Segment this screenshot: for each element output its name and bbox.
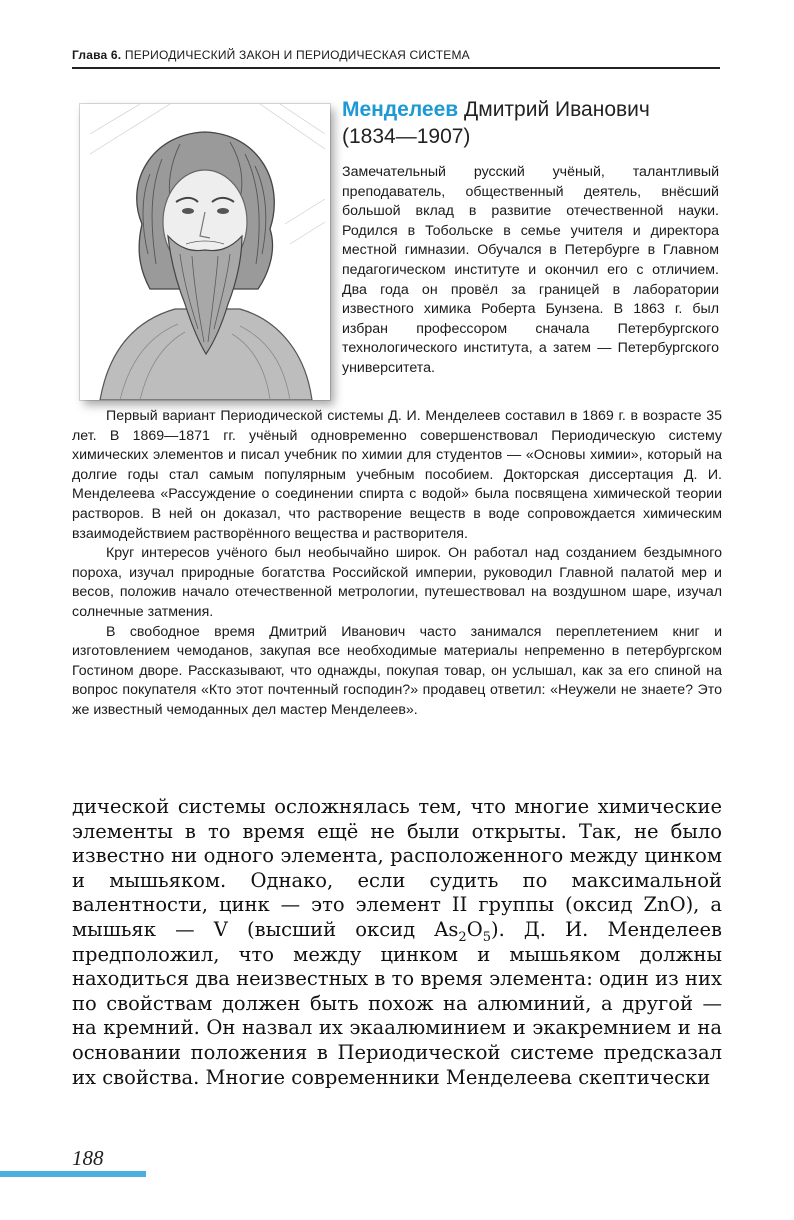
subscript-2: 2	[458, 929, 467, 945]
portrait-engraving	[80, 104, 330, 400]
main-text-part2: ). Д. И. Менделеев предположил, что между цинком и мышьяком должны находиться два неизвестных в то время элемента: один из них по свойствам должен быть похож на алюминий, а другой — на кремний. Он назвал их экаалюминием и экакремнием и на основании положения в Периодической системе предсказал их свойства. Многие современники Менделеева скептически	[72, 917, 723, 1089]
bio-intro: Замечательный русский учёный, талантливый преподаватель, общественный деятель, внёсший большой вклад в развитие отечественной науки. Родился в Тобольске в семье учителя и директора местной гимназии. Обучался в Петербурге в Главном педагогическом институте и окончил его с отличием. Два года он провёл за границей в лаборатории известного химика Роберта Бунзена. В 1863 г. был избран профессором сначала Петербургского технологического института, а затем — Петербургского университета.	[342, 164, 719, 376]
main-text-o: O	[466, 917, 483, 941]
bio-years: (1834—1907)	[342, 125, 471, 148]
bio-paragraph: В свободное время Дмитрий Иванович часто занимался переплетением книг и изготовлением чемоданов, закупая все необходимые материалы непременно в петербургском Гостином дворе. Рассказывают, что однажды, покупая товар, он услышал, как за его спиной на вопрос покупателя «Кто этот почтенный господин?» продавец ответил: «Неужели не знаете? Это же известный чемоданных дел мастер Менделеев».	[72, 623, 722, 718]
chapter-title: ПЕРИОДИЧЕСКИЙ ЗАКОН И ПЕРИОДИЧЕСКАЯ СИСТЕМА	[124, 48, 470, 62]
main-body-text	[72, 795, 722, 1090]
subscript-5: 5	[482, 929, 491, 945]
main-text-part1: дической системы осложнялась тем, что многие химические элементы в то время ещё не были открыты. Так, не было известно ни одного элемента, расположенного между цинком и мышьяком. Однако, если судить по максимальной валентности, цинк — это элемент II группы (оксид ZnO), а мышьяк — V (высший оксид As	[72, 795, 722, 941]
chapter-label: Глава 6.	[72, 48, 122, 62]
bio-heading	[342, 96, 722, 150]
bio-paragraphs	[72, 407, 722, 721]
mendeleev-portrait	[80, 104, 330, 400]
bio-surname: Менделеев	[342, 98, 459, 121]
running-header	[72, 48, 720, 69]
page-number-bar	[0, 1171, 146, 1177]
bio-paragraph: Круг интересов учёного был необычайно широк. Он работал над созданием бездымного пороха, изучал природные богатства Российской империи, руководил Главной палатой мер и весов, положив начало отечественной метрологии, путешествовал на воздушном шаре, изучал солнечные затмения.	[72, 545, 722, 620]
bio-paragraph: Первый вариант Периодической системы Д. И. Менделеев составил в 1869 г. в возрасте 35 лет. В 1869—1871 гг. учёный одновременно совершенствовал Периодическую систему химических элементов и писал учебник по химии для студентов — «Основы химии», который на долгие годы стал самым популярным учебным пособием. Докторская диссертация Д. И. Менделеева «Рассуждение о соединении спирта с водой» была посвящена химической теории растворов. В ней он доказал, что растворение веществ в воде сопровождается химическим взаимодействием растворённого вещества и растворителя.	[72, 408, 722, 542]
bio-name: Дмитрий Иванович	[464, 98, 650, 121]
page-number: 188	[72, 1146, 104, 1170]
